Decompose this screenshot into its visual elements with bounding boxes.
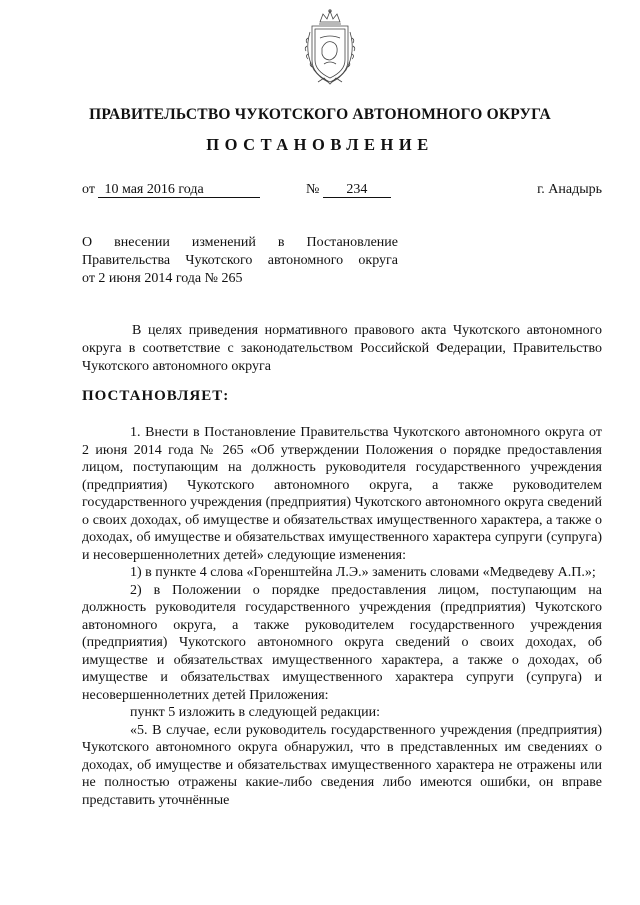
document-body <box>82 424 602 809</box>
paragraph-3: 2) в Положении о порядке предоставления лицом, поступающим на должность руководителя государственного учреждения (предприятия) Чукотского автономного округа, а также руководителем государственного учреждения (предприятия) Чукотского автономного округа сведений о своих доходах, об имуществе и обязательствах имущественного характера, а также о доходах, об имуществе и обязательствах имущественного характера супруги (супруга) и несовершеннолетних детей Приложения: <box>82 582 602 703</box>
number-label: № <box>306 182 320 197</box>
date-field <box>82 182 260 198</box>
subject-line-2: Правительства Чукотского автономного округа <box>82 253 398 268</box>
city: г. Анадырь <box>537 182 602 197</box>
document-type-title: ПОСТАНОВЛЕНИЕ <box>206 135 434 154</box>
paragraph-1: 1. Внести в Постановление Правительства Чукотского автономного округа от 2 июня 2014 года № 265 «Об утверждении Положения о порядке предоставления лицом, поступающим на должность руководителя государственного учреждения (предприятия) Чукотского автономного округа, а также руководителем государственного учреждения (предприятия) Чукотского автономного округа сведений о своих доходах, об имуществе и обязательствах имущественного характера, а также о доходах, об имуществе и обязательствах имущественного характера супруги (супруга) и несовершеннолетних детей» следующие изменения: <box>82 425 602 563</box>
number-field <box>306 182 391 198</box>
document-subject <box>82 234 398 288</box>
date-value: 10 мая 2016 года <box>98 183 260 198</box>
subject-line-1: О внесении изменений в Постановление <box>82 235 398 250</box>
organization-name: ПРАВИТЕЛЬСТВО ЧУКОТСКОГО АВТОНОМНОГО ОКРУГА <box>89 106 551 123</box>
subject-line-3: от 2 июня 2014 года № 265 <box>82 271 243 286</box>
preamble-paragraph: В целях приведения нормативного правового акта Чукотского автономного округа в соответствие с законодательством Российской Федерации, Правительство Чукотского автономного округа <box>82 323 602 374</box>
decree-heading: ПОСТАНОВЛЯЕТ: <box>82 388 230 404</box>
number-value: 234 <box>323 183 391 198</box>
paragraph-4: пункт 5 изложить в следующей редакции: <box>130 705 380 720</box>
from-label: от <box>82 182 95 197</box>
paragraph-2: 1) в пункте 4 слова «Горенштейна Л.Э.» заменить словами «Медведеву А.П.»; <box>130 565 596 580</box>
coat-of-arms-icon <box>300 8 360 90</box>
paragraph-5: «5. В случае, если руководитель государственного учреждения (предприятия) Чукотского автономного округа обнаружил, что в представленных им сведениях о доходах, об имуществе и обязательствах имущественного характера не отражены или не полностью отражены какие-либо сведения либо имеются ошибки, он вправе представить уточнённые <box>82 722 602 808</box>
